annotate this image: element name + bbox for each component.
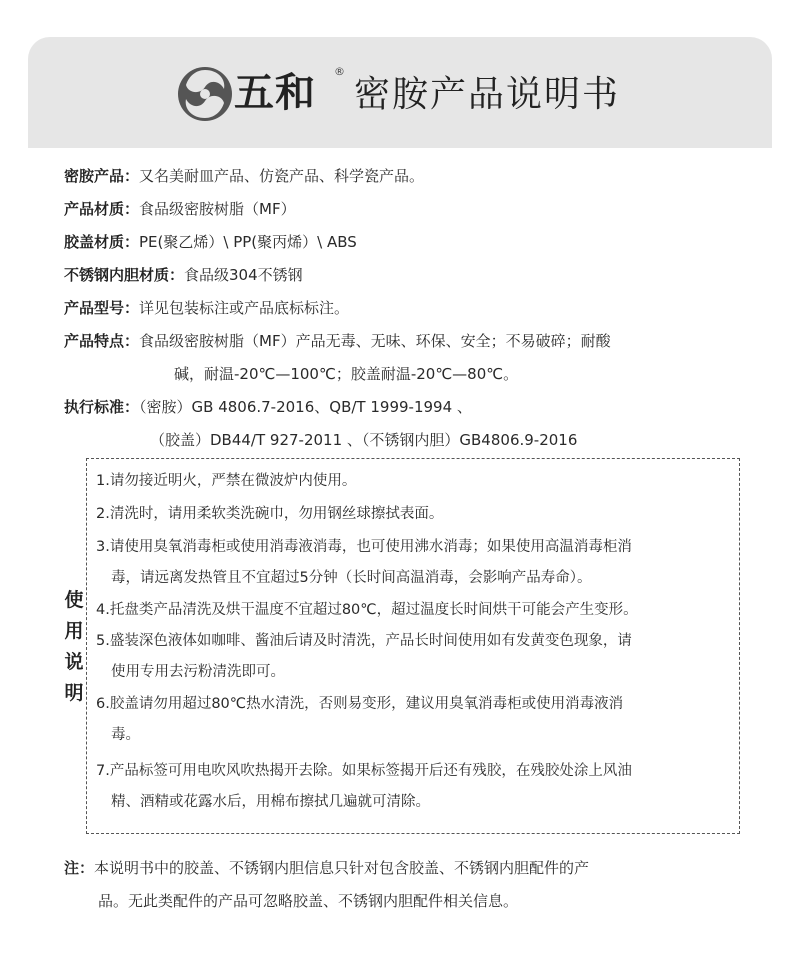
spec-row: 产品材质：食品级密胺树脂（MF） (64, 200, 296, 218)
footnote-continued: 品。无此类配件的产品可忽略胶盖、不锈钢内胆配件相关信息。 (98, 892, 519, 910)
usage-line-continued: 毒。 (111, 727, 140, 743)
spec-row-continued: （胶盖）DB44/T 927-2011 、（不锈钢内胆）GB4806.9-2016 (150, 431, 578, 449)
spec-row: 密胺产品：又名美耐皿产品、仿瓷产品、科学瓷产品。 (64, 167, 425, 185)
spec-row: 胶盖材质：PE(聚乙烯）\ PP(聚丙烯）\ ABS (64, 233, 357, 251)
usage-line-continued: 精、酒精或花露水后，用棉布擦拭几遍就可清除。 (111, 794, 430, 810)
usage-line-continued: 使用专用去污粉清洗即可。 (111, 664, 285, 680)
usage-line: 1.请勿接近明火，严禁在微波炉内使用。 (96, 473, 357, 489)
usage-line: 2.清洗时，请用柔软类洗碗巾，勿用钢丝球擦拭表面。 (96, 506, 444, 522)
footnote: 注：本说明书中的胶盖、不锈钢内胆信息只针对包含胶盖、不锈钢内胆配件的产 (64, 859, 590, 877)
spec-list (64, 160, 764, 457)
usage-line-continued: 毒，请远离发热管且不宜超过5分钟（长时间高温消毒，会影响产品寿命）。 (111, 570, 592, 586)
usage-instructions-box (86, 458, 740, 834)
usage-line: 5.盛装深色液体如咖啡、酱油后请及时清洗，产品长时间使用如有发黄变色现象，请 (96, 633, 632, 649)
spec-row: 不锈钢内胆材质：食品级304不锈钢 (64, 266, 303, 284)
usage-line: 6.胶盖请勿用超过80℃热水清洗，否则易变形，建议用臭氧消毒柜或使用消毒液消 (96, 696, 624, 712)
spec-row-continued: 碱，耐温-20℃—100℃；胶盖耐温-20℃—80℃。 (174, 365, 519, 383)
brand-name: 五和 (234, 70, 316, 116)
spec-row: 产品特点：食品级密胺树脂（MF）产品无毒、无味、环保、安全；不易破碎；耐酸 (64, 332, 611, 350)
usage-side-label: 使 用 说 明 (64, 589, 84, 704)
spec-row: 执行标准：（密胺）GB 4806.7-2016、QB/T 1999-1994 、 (64, 398, 472, 416)
usage-line: 3.请使用臭氧消毒柜或使用消毒液消毒，也可使用沸水消毒；如果使用高温消毒柜消 (96, 539, 632, 555)
brand-logo-icon (176, 65, 234, 123)
registered-mark: ® (334, 65, 345, 78)
page-title: 密胺产品说明书 (354, 74, 621, 115)
header-banner (28, 37, 772, 148)
usage-line: 4.托盘类产品清洗及烘干温度不宜超过80℃，超过温度长时间烘干可能会产生变形。 (96, 602, 638, 618)
usage-line: 7.产品标签可用电吹风吹热揭开去除。如果标签揭开后还有残胶，在残胶处涂上风油 (96, 763, 632, 779)
spec-row: 产品型号：详见包装标注或产品底标标注。 (64, 299, 350, 317)
